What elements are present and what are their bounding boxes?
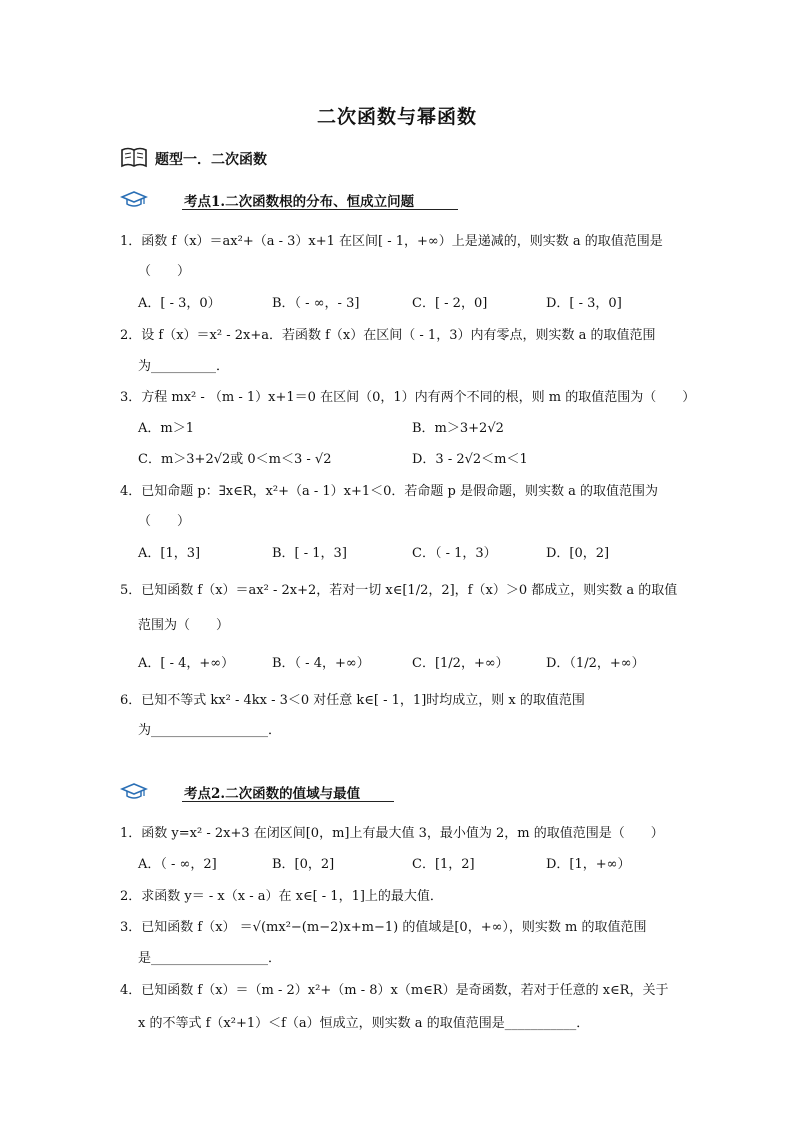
option-b: B．（ - 4，+∞）: [272, 656, 370, 671]
option-d: D．（1/2，+∞）: [546, 656, 645, 671]
question-text: 4．已知命题 p：∃x∈R，x²+（a - 1）x+1＜0．若命题 p 是假命题，则实数 a 的取值范围为: [120, 484, 659, 499]
option-c: C．[ - 2，0]: [412, 296, 488, 311]
keypoint-heading: 考点1.二次函数根的分布、恒成立问题: [184, 194, 415, 210]
page-title: 二次函数与幂函数: [316, 106, 477, 128]
option-b: B．（ - ∞，- 3]: [272, 296, 360, 311]
answer-bracket: （ ）: [138, 264, 191, 279]
book-icon: [120, 147, 148, 169]
option-d: D．[ - 3，0]: [546, 296, 622, 311]
option-b: B．m＞3+2√2: [412, 421, 504, 436]
question-text: 6．已知不等式 kx² - 4kx - 3＜0 对任意 k∈[ - 1，1]时均成立，则 x 的取值范围: [120, 693, 585, 708]
section-heading: 题型一．二次函数: [155, 152, 267, 168]
graduation-cap-icon: [120, 191, 148, 209]
question-text: 1．函数 y=x² - 2x+3 在闭区间[0，m]上有最大值 3，最小值为 2，m 的取值范围是（ ）: [120, 826, 664, 841]
question-text: 2．求函数 y＝ - x（x - a）在 x∈[ - 1，1]上的最大值．: [120, 889, 443, 904]
question-text: 3．已知函数 f（x） ＝√(mx²−(m−2)x+m−1) 的值域是[0，+∞），则实数 m 的取值范围: [120, 920, 647, 935]
option-b: B．[0，2]: [272, 857, 335, 872]
question-text: x 的不等式 f（x²+1）＜f（a）恒成立，则实数 a 的取值范围是___________．: [138, 1016, 590, 1031]
option-d: D．3 - 2√2＜m＜1: [412, 452, 528, 467]
keypoint-heading: 考点2.二次函数的值域与最值: [184, 786, 361, 802]
option-d: D．[1，+∞）: [546, 857, 631, 872]
option-b: B．[ - 1，3]: [272, 546, 347, 561]
answer-blank: 是__________________．: [138, 951, 282, 966]
option-c: C．[1，2]: [412, 857, 475, 872]
option-a: A．[1，3]: [138, 546, 201, 561]
answer-bracket: （ ）: [138, 514, 191, 529]
graduation-cap-icon: [120, 783, 148, 801]
question-text: 2．设 f（x）＝x² - 2x+a．若函数 f（x）在区间（ - 1，3）内有零点，则实数 a 的取值范围: [120, 328, 656, 343]
option-c: C．[1/2，+∞）: [412, 656, 509, 671]
option-c: C．m＞3+2√2或 0＜m＜3 - √2: [138, 452, 332, 467]
answer-blank: 为__________________．: [138, 723, 282, 738]
question-text: 1．函数 f（x）＝ax²+（a - 3）x+1 在区间[ - 1，+∞）上是递减的，则实数 a 的取值范围是: [120, 234, 663, 249]
keypoint-underline: [182, 801, 394, 802]
question-text: 4．已知函数 f（x）＝（m - 2）x²+（m - 8）x（m∈R）是奇函数，若对于任意的 x∈R，关于: [120, 983, 669, 998]
option-c: C．（ - 1，3）: [412, 546, 497, 561]
question-text: 3．方程 mx² - （m - 1）x+1＝0 在区间（0，1）内有两个不同的根，则 m 的取值范围为（ ）: [120, 390, 696, 405]
answer-blank: 为__________．: [138, 359, 230, 374]
question-text: 5．已知函数 f（x）＝ax² - 2x+2，若对一切 x∈[1/2，2]，f（x）＞0 都成立，则实数 a 的取值: [120, 583, 678, 598]
keypoint-underline: [182, 209, 458, 210]
option-a: A．[ - 4，+∞）: [138, 656, 235, 671]
option-d: D．[0，2]: [546, 546, 610, 561]
option-a: A．[ - 3，0）: [138, 296, 221, 311]
option-a: A．m＞1: [138, 421, 194, 436]
question-text: 范围为（ ）: [138, 618, 230, 633]
option-a: A．（ - ∞，2]: [138, 857, 217, 872]
